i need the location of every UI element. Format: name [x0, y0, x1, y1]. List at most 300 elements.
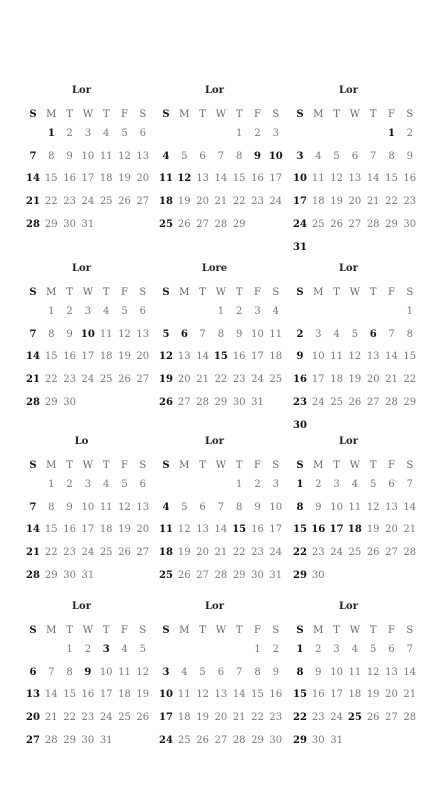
- day-cell[interactable]: 14: [232, 689, 246, 701]
- day-cell[interactable]: 18: [99, 524, 113, 536]
- day-cell[interactable]: 9: [66, 501, 73, 513]
- day-cell[interactable]: 10: [251, 328, 264, 340]
- day-cell[interactable]: 10: [81, 150, 95, 162]
- day-cell[interactable]: 27: [196, 569, 209, 581]
- day-cell[interactable]: 16: [63, 524, 76, 536]
- day-cell[interactable]: 29: [385, 218, 398, 230]
- day-cell[interactable]: 21: [196, 374, 209, 386]
- day-cell[interactable]: 15: [293, 524, 307, 536]
- day-cell[interactable]: 23: [293, 396, 307, 408]
- day-cell[interactable]: 7: [217, 150, 225, 162]
- day-cell[interactable]: 1: [217, 306, 225, 317]
- day-cell[interactable]: 16: [403, 173, 417, 185]
- day-cell[interactable]: 7: [48, 666, 55, 678]
- day-cell[interactable]: 1: [236, 479, 243, 490]
- day-cell[interactable]: 3: [162, 666, 170, 678]
- day-cell[interactable]: 4: [103, 306, 110, 317]
- day-cell[interactable]: 10: [80, 328, 95, 340]
- day-cell[interactable]: 24: [269, 547, 283, 559]
- day-cell[interactable]: 15: [44, 524, 58, 536]
- day-cell[interactable]: 12: [330, 173, 343, 185]
- day-cell[interactable]: 26: [118, 547, 131, 559]
- day-cell[interactable]: 10: [330, 666, 343, 678]
- day-cell[interactable]: 8: [66, 666, 73, 678]
- day-cell[interactable]: 28: [403, 547, 417, 559]
- day-cell[interactable]: 14: [26, 524, 40, 536]
- day-cell[interactable]: 21: [26, 196, 40, 208]
- day-cell[interactable]: 4: [315, 150, 322, 162]
- day-cell[interactable]: 5: [121, 479, 128, 490]
- day-cell[interactable]: 4: [333, 328, 340, 340]
- day-cell[interactable]: 15: [44, 351, 58, 363]
- day-cell[interactable]: 23: [269, 712, 283, 724]
- day-cell[interactable]: 8: [254, 666, 261, 678]
- day-cell[interactable]: 5: [162, 328, 170, 340]
- day-cell[interactable]: 17: [330, 689, 343, 701]
- day-cell[interactable]: 9: [272, 666, 279, 678]
- day-cell[interactable]: 17: [81, 524, 95, 536]
- day-cell[interactable]: 22: [385, 196, 398, 208]
- day-cell[interactable]: 28: [366, 218, 380, 230]
- day-cell[interactable]: 10: [81, 501, 95, 513]
- day-cell[interactable]: 30: [403, 218, 417, 230]
- day-cell[interactable]: 23: [81, 712, 95, 724]
- day-cell[interactable]: 22: [44, 547, 58, 559]
- day-cell[interactable]: 17: [159, 712, 173, 724]
- day-cell[interactable]: 23: [63, 196, 76, 208]
- day-cell[interactable]: 6: [199, 501, 206, 513]
- day-cell[interactable]: 24: [99, 712, 113, 724]
- day-cell[interactable]: 3: [272, 128, 279, 139]
- day-cell[interactable]: 15: [63, 689, 76, 701]
- day-cell[interactable]: 14: [403, 501, 417, 513]
- day-cell[interactable]: 15: [251, 689, 264, 701]
- day-cell[interactable]: 26: [118, 374, 131, 386]
- day-cell[interactable]: 20: [177, 374, 191, 386]
- day-cell[interactable]: 27: [385, 712, 398, 724]
- day-cell[interactable]: 26: [348, 396, 362, 408]
- day-cell[interactable]: 5: [351, 328, 359, 340]
- day-cell[interactable]: 14: [403, 666, 417, 678]
- day-cell[interactable]: 4: [181, 666, 188, 678]
- day-cell[interactable]: 27: [136, 547, 150, 559]
- day-cell[interactable]: 30: [232, 396, 246, 408]
- day-cell[interactable]: 6: [199, 150, 206, 162]
- day-cell[interactable]: 12: [118, 150, 131, 162]
- day-cell[interactable]: 15: [385, 173, 398, 185]
- day-cell[interactable]: 14: [214, 524, 228, 536]
- day-cell[interactable]: 19: [118, 173, 131, 185]
- day-cell[interactable]: 10: [330, 501, 343, 513]
- day-cell[interactable]: 3: [84, 479, 92, 490]
- day-cell[interactable]: 13: [26, 689, 40, 701]
- day-cell[interactable]: 17: [81, 351, 95, 363]
- day-cell[interactable]: 2: [315, 479, 322, 490]
- day-cell[interactable]: 29: [44, 569, 58, 581]
- day-cell[interactable]: 16: [311, 524, 326, 536]
- day-cell[interactable]: 23: [251, 196, 264, 208]
- day-cell[interactable]: 14: [26, 351, 40, 363]
- day-cell[interactable]: 5: [370, 479, 377, 490]
- day-cell[interactable]: 20: [26, 712, 40, 724]
- day-cell[interactable]: 28: [214, 218, 228, 230]
- day-cell[interactable]: 18: [118, 689, 131, 701]
- day-cell[interactable]: 21: [26, 547, 40, 559]
- day-cell[interactable]: 13: [214, 689, 228, 701]
- day-cell[interactable]: 16: [63, 173, 76, 185]
- day-cell[interactable]: 7: [29, 501, 37, 513]
- day-cell[interactable]: 12: [118, 328, 131, 340]
- day-cell[interactable]: 11: [118, 666, 131, 678]
- day-cell[interactable]: 19: [330, 196, 343, 208]
- day-cell[interactable]: 21: [44, 712, 58, 724]
- day-cell[interactable]: 2: [254, 128, 261, 139]
- day-cell[interactable]: 12: [177, 173, 192, 185]
- day-cell[interactable]: 7: [236, 666, 243, 678]
- day-cell[interactable]: 4: [162, 150, 170, 162]
- day-cell[interactable]: 17: [329, 524, 344, 536]
- day-cell[interactable]: 4: [103, 479, 110, 490]
- day-cell[interactable]: 22: [44, 374, 58, 386]
- day-cell[interactable]: 23: [251, 547, 264, 559]
- day-cell[interactable]: 28: [403, 712, 417, 724]
- day-cell[interactable]: 18: [347, 524, 362, 536]
- day-cell[interactable]: 17: [99, 689, 113, 701]
- day-cell[interactable]: 30: [251, 569, 264, 581]
- day-cell[interactable]: 18: [99, 351, 113, 363]
- day-cell[interactable]: 19: [177, 196, 191, 208]
- day-cell[interactable]: 23: [311, 712, 325, 724]
- day-cell[interactable]: 9: [254, 501, 261, 513]
- day-cell[interactable]: 7: [29, 328, 37, 340]
- day-cell[interactable]: 29: [44, 218, 58, 230]
- day-cell[interactable]: 27: [366, 396, 380, 408]
- day-cell[interactable]: 25: [311, 218, 325, 230]
- day-cell[interactable]: 5: [121, 128, 128, 139]
- day-cell[interactable]: 20: [214, 712, 228, 724]
- day-cell[interactable]: 29: [232, 569, 246, 581]
- day-cell[interactable]: 21: [232, 712, 246, 724]
- day-cell[interactable]: 13: [366, 351, 380, 363]
- day-cell[interactable]: 12: [196, 689, 209, 701]
- day-cell[interactable]: 1: [48, 306, 55, 317]
- day-cell[interactable]: 26: [177, 569, 191, 581]
- day-cell[interactable]: 11: [348, 666, 362, 678]
- day-cell[interactable]: 28: [26, 218, 40, 230]
- day-cell[interactable]: 25: [348, 547, 362, 559]
- day-cell[interactable]: 3: [84, 306, 92, 317]
- day-cell[interactable]: 25: [99, 547, 113, 559]
- day-cell[interactable]: 1: [48, 479, 55, 490]
- day-cell[interactable]: 4: [162, 501, 170, 513]
- day-cell[interactable]: 10: [99, 666, 113, 678]
- day-cell[interactable]: 26: [159, 396, 173, 408]
- day-cell[interactable]: 9: [236, 328, 243, 340]
- day-cell[interactable]: 13: [136, 328, 150, 340]
- day-cell[interactable]: 2: [236, 306, 243, 317]
- day-cell[interactable]: 17: [293, 196, 307, 208]
- day-cell[interactable]: 25: [99, 374, 113, 386]
- day-cell[interactable]: 24: [81, 374, 95, 386]
- day-cell[interactable]: 6: [388, 644, 395, 655]
- day-cell[interactable]: 4: [121, 644, 128, 655]
- day-cell[interactable]: 25: [99, 196, 113, 208]
- day-cell[interactable]: 6: [180, 328, 188, 340]
- day-cell[interactable]: 2: [84, 644, 92, 655]
- day-cell[interactable]: 31: [330, 734, 343, 746]
- day-cell[interactable]: 1: [254, 644, 261, 655]
- day-cell[interactable]: 9: [406, 150, 413, 162]
- day-cell[interactable]: 11: [311, 173, 325, 185]
- day-cell[interactable]: 12: [366, 666, 380, 678]
- day-cell[interactable]: 23: [63, 547, 76, 559]
- day-cell[interactable]: 29: [293, 569, 307, 581]
- day-cell[interactable]: 27: [136, 196, 150, 208]
- day-cell[interactable]: 1: [406, 306, 413, 317]
- day-cell[interactable]: 2: [254, 479, 261, 490]
- day-cell[interactable]: 19: [118, 351, 131, 363]
- day-cell[interactable]: 20: [385, 524, 398, 536]
- day-cell[interactable]: 10: [269, 501, 283, 513]
- day-cell[interactable]: 14: [44, 689, 58, 701]
- day-cell[interactable]: 15: [232, 173, 246, 185]
- day-cell[interactable]: 30: [311, 569, 325, 581]
- day-cell[interactable]: 3: [272, 479, 279, 490]
- day-cell[interactable]: 5: [121, 306, 128, 317]
- day-cell[interactable]: 15: [213, 351, 228, 363]
- day-cell[interactable]: 22: [214, 374, 228, 386]
- day-cell[interactable]: 30: [63, 218, 76, 230]
- day-cell[interactable]: 6: [351, 150, 359, 162]
- day-cell[interactable]: 10: [311, 351, 325, 363]
- day-cell[interactable]: 13: [136, 501, 150, 513]
- day-cell[interactable]: 6: [139, 479, 146, 490]
- day-cell[interactable]: 4: [351, 479, 359, 490]
- day-cell[interactable]: 3: [254, 306, 261, 317]
- day-cell[interactable]: 20: [366, 374, 380, 386]
- day-cell[interactable]: 4: [272, 306, 279, 317]
- day-cell[interactable]: 21: [403, 689, 417, 701]
- day-cell[interactable]: 23: [63, 374, 76, 386]
- day-cell[interactable]: 11: [99, 328, 113, 340]
- day-cell[interactable]: 25: [269, 374, 283, 386]
- day-cell[interactable]: 8: [48, 328, 55, 340]
- day-cell[interactable]: 20: [136, 351, 150, 363]
- day-cell[interactable]: 30: [293, 419, 307, 431]
- day-cell[interactable]: 22: [251, 712, 264, 724]
- day-cell[interactable]: 16: [232, 351, 246, 363]
- day-cell[interactable]: 26: [366, 712, 380, 724]
- day-cell[interactable]: 8: [48, 501, 55, 513]
- day-cell[interactable]: 16: [63, 351, 76, 363]
- day-cell[interactable]: 6: [388, 479, 395, 490]
- day-cell[interactable]: 31: [81, 218, 95, 230]
- day-cell[interactable]: 16: [81, 689, 95, 701]
- day-cell[interactable]: 5: [199, 666, 206, 678]
- day-cell[interactable]: 2: [315, 644, 322, 655]
- day-cell[interactable]: 31: [251, 396, 264, 408]
- day-cell[interactable]: 9: [66, 328, 73, 340]
- day-cell[interactable]: 9: [84, 666, 92, 678]
- day-cell[interactable]: 16: [269, 689, 283, 701]
- day-cell[interactable]: 2: [272, 644, 279, 655]
- day-cell[interactable]: 24: [311, 396, 325, 408]
- day-cell[interactable]: 5: [333, 150, 340, 162]
- day-cell[interactable]: 18: [99, 173, 113, 185]
- day-cell[interactable]: 21: [214, 547, 228, 559]
- day-cell[interactable]: 26: [136, 712, 150, 724]
- day-cell[interactable]: 31: [99, 734, 113, 746]
- day-cell[interactable]: 19: [366, 524, 380, 536]
- day-cell[interactable]: 2: [66, 306, 73, 317]
- day-cell[interactable]: 19: [159, 374, 173, 386]
- day-cell[interactable]: 25: [347, 712, 362, 724]
- day-cell[interactable]: 23: [232, 374, 246, 386]
- day-cell[interactable]: 26: [330, 218, 343, 230]
- day-cell[interactable]: 29: [44, 396, 58, 408]
- day-cell[interactable]: 13: [196, 524, 209, 536]
- day-cell[interactable]: 5: [181, 501, 188, 513]
- day-cell[interactable]: 30: [269, 734, 283, 746]
- day-cell[interactable]: 7: [370, 150, 377, 162]
- day-cell[interactable]: 5: [370, 644, 377, 655]
- day-cell[interactable]: 22: [293, 712, 307, 724]
- day-cell[interactable]: 5: [139, 644, 146, 655]
- day-cell[interactable]: 9: [66, 150, 73, 162]
- day-cell[interactable]: 7: [406, 479, 413, 490]
- day-cell[interactable]: 27: [348, 218, 362, 230]
- day-cell[interactable]: 6: [217, 666, 225, 678]
- day-cell[interactable]: 9: [296, 351, 304, 363]
- day-cell[interactable]: 3: [333, 479, 340, 490]
- day-cell[interactable]: 16: [251, 173, 264, 185]
- day-cell[interactable]: 8: [296, 501, 304, 513]
- day-cell[interactable]: 10: [293, 173, 307, 185]
- day-cell[interactable]: 9: [254, 150, 261, 162]
- day-cell[interactable]: 24: [269, 196, 283, 208]
- day-cell[interactable]: 29: [63, 734, 76, 746]
- day-cell[interactable]: 8: [236, 501, 243, 513]
- day-cell[interactable]: 28: [44, 734, 58, 746]
- day-cell[interactable]: 16: [311, 689, 325, 701]
- day-cell[interactable]: 10: [268, 150, 283, 162]
- day-cell[interactable]: 21: [385, 374, 398, 386]
- day-cell[interactable]: 2: [296, 328, 304, 340]
- day-cell[interactable]: 16: [251, 524, 264, 536]
- day-cell[interactable]: 8: [406, 328, 413, 340]
- day-cell[interactable]: 15: [293, 689, 307, 701]
- day-cell[interactable]: 6: [139, 128, 146, 139]
- day-cell[interactable]: 13: [385, 666, 398, 678]
- day-cell[interactable]: 8: [217, 328, 225, 340]
- day-cell[interactable]: 27: [177, 396, 191, 408]
- day-cell[interactable]: 25: [159, 569, 173, 581]
- day-cell[interactable]: 30: [81, 734, 95, 746]
- day-cell[interactable]: 18: [269, 351, 283, 363]
- day-cell[interactable]: 27: [136, 374, 150, 386]
- day-cell[interactable]: 24: [81, 196, 95, 208]
- day-cell[interactable]: 25: [118, 712, 131, 724]
- day-cell[interactable]: 20: [136, 524, 150, 536]
- day-cell[interactable]: 17: [269, 524, 283, 536]
- day-cell[interactable]: 1: [296, 644, 304, 655]
- day-cell[interactable]: 21: [403, 524, 417, 536]
- day-cell[interactable]: 22: [63, 712, 76, 724]
- day-cell[interactable]: 8: [296, 666, 304, 678]
- day-cell[interactable]: 12: [159, 351, 173, 363]
- day-cell[interactable]: 4: [103, 128, 110, 139]
- day-cell[interactable]: 2: [66, 479, 73, 490]
- day-cell[interactable]: 13: [136, 150, 150, 162]
- day-cell[interactable]: 18: [330, 374, 343, 386]
- day-cell[interactable]: 27: [214, 734, 228, 746]
- day-cell[interactable]: 24: [330, 712, 343, 724]
- day-cell[interactable]: 16: [293, 374, 307, 386]
- day-cell[interactable]: 24: [293, 218, 307, 230]
- day-cell[interactable]: 17: [311, 374, 325, 386]
- day-cell[interactable]: 6: [369, 328, 377, 340]
- day-cell[interactable]: 8: [388, 150, 395, 162]
- day-cell[interactable]: 14: [366, 173, 380, 185]
- day-cell[interactable]: 22: [293, 547, 307, 559]
- day-cell[interactable]: 25: [177, 734, 191, 746]
- day-cell[interactable]: 21: [366, 196, 380, 208]
- day-cell[interactable]: 11: [330, 351, 343, 363]
- day-cell[interactable]: 1: [388, 128, 395, 139]
- day-cell[interactable]: 1: [66, 644, 73, 655]
- day-cell[interactable]: 2: [66, 128, 73, 139]
- day-cell[interactable]: 7: [406, 644, 413, 655]
- day-cell[interactable]: 9: [315, 666, 322, 678]
- day-cell[interactable]: 17: [81, 173, 95, 185]
- day-cell[interactable]: 14: [214, 173, 228, 185]
- day-cell[interactable]: 7: [217, 501, 225, 513]
- day-cell[interactable]: 27: [26, 734, 40, 746]
- day-cell[interactable]: 11: [177, 689, 191, 701]
- day-cell[interactable]: 26: [177, 218, 191, 230]
- day-cell[interactable]: 17: [269, 173, 283, 185]
- day-cell[interactable]: 20: [196, 196, 209, 208]
- day-cell[interactable]: 22: [232, 196, 246, 208]
- day-cell[interactable]: 28: [26, 396, 40, 408]
- day-cell[interactable]: 6: [139, 306, 146, 317]
- day-cell[interactable]: 11: [159, 173, 173, 185]
- day-cell[interactable]: 8: [48, 150, 55, 162]
- day-cell[interactable]: 19: [136, 689, 150, 701]
- day-cell[interactable]: 18: [348, 689, 362, 701]
- day-cell[interactable]: 4: [351, 644, 359, 655]
- day-cell[interactable]: 24: [330, 547, 343, 559]
- day-cell[interactable]: 28: [196, 396, 209, 408]
- day-cell[interactable]: 22: [403, 374, 417, 386]
- day-cell[interactable]: 15: [403, 351, 417, 363]
- day-cell[interactable]: 11: [348, 501, 362, 513]
- day-cell[interactable]: 19: [348, 374, 362, 386]
- day-cell[interactable]: 23: [403, 196, 417, 208]
- day-cell[interactable]: 30: [311, 734, 325, 746]
- day-cell[interactable]: 7: [199, 328, 206, 340]
- day-cell[interactable]: 24: [159, 734, 173, 746]
- day-cell[interactable]: 5: [181, 150, 188, 162]
- day-cell[interactable]: 1: [47, 128, 55, 139]
- day-cell[interactable]: 14: [385, 351, 398, 363]
- day-cell[interactable]: 20: [196, 547, 209, 559]
- day-cell[interactable]: 26: [366, 547, 380, 559]
- day-cell[interactable]: 7: [29, 150, 37, 162]
- day-cell[interactable]: 11: [99, 150, 113, 162]
- day-cell[interactable]: 18: [159, 547, 173, 559]
- day-cell[interactable]: 20: [385, 689, 398, 701]
